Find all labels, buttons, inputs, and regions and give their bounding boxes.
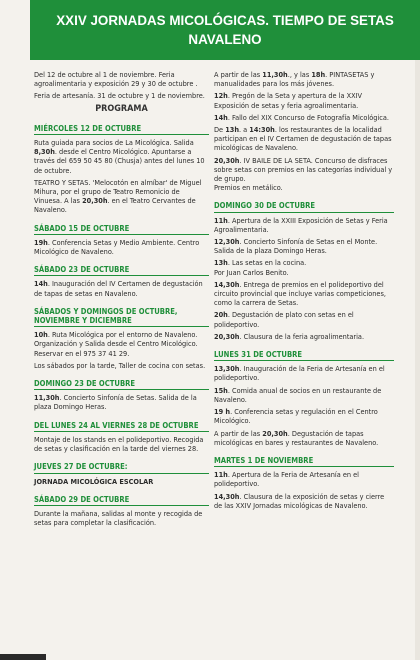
event-text: 20,30h. IV BAILE DE LA SETA. Concurso de disfraces sobre setas con premios en las categorías individual y de grupo. Premios en metálico. [214,155,393,193]
title-line-2: NAVALENO [188,32,262,47]
day-heading: MIÉRCOLES 12 DE OCTUBRE [34,124,209,135]
left-column [34,70,209,530]
program-heading: PROGRAMA [95,103,148,114]
event-text: 12,30h. Concierto Sinfonía de Setas en el Monte. Salida de la plaza Domingo Heras. [214,237,378,256]
page-edge [415,60,420,660]
right-column [214,70,394,513]
event-text: 19h. Conferencia Setas y Medio Ambiente. Centro Micológico de Navaleno. [34,237,200,257]
event-text: 14,30h. Clausura de la exposición de setas y cierre de las XXIV Jornadas micológicas de Navaleno. [214,491,385,510]
event-text: 15h. Comida anual de socios en un restaurante de Navaleno. [214,385,382,404]
title-banner [30,0,420,60]
event-text: 14h. Fallo del XIX Concurso de Fotografía Micológica. [214,112,389,122]
event-text: Los sábados por la tarde, Taller de cocina con setas. [34,360,206,370]
event-text: 19 h. Conferencia setas y regulación en el Centro Micológico. [214,407,378,426]
day-heading: LUNES 31 DE OCTUBRE [214,350,394,361]
day-heading: JUEVES 27 DE OCTUBRE: [34,462,209,473]
event-text: A partir de las 20,30h. Degustación de tapas micológicas en bares y restaurantes de Navaleno. [214,428,379,447]
event-text: 10h. Ruta Micológica por el entorno de Navaleno. Organización y Salida desde el Centro Micológico. Reservar en el 975 37 41 29. [34,330,198,358]
event-text: A partir de las 11,30h., y las 18h. PINTASETAS y manualidades para los más jóvenes. [214,70,375,89]
event-text: 14,30h. Entrega de premios en el polideportivo del circuito provincial que incluye varias competiciones, como la carrera de Setas. [214,279,386,308]
intro-artesania: Feria de artesanía. 31 de octubre y 1 de noviembre. [34,91,205,101]
day-heading: SÁBADO 15 DE OCTUBRE [34,224,209,235]
event-text: 12h. Pregón de la Seta y apertura de la XXIV Exposición de setas y feria agroalimentaria. [214,91,363,110]
title-line-1: XXIV JORNADAS MICOLÓGICAS. TIEMPO DE SETAS [56,13,394,28]
day-heading: DOMINGO 30 DE OCTUBRE [214,201,394,212]
event-text: Durante la mañana, salidas al monte y recogida de setas para completar la clasificación. [34,508,203,528]
day-heading: MARTES 1 DE NOVIEMBRE [214,456,394,467]
event-text: 13h. Las setas en la cocina. Por Juan Carlos Benito. [214,258,307,277]
day-heading: SÁBADOS Y DOMINGOS DE OCTUBRE, NOVIEMBRE Y DICIEMBRE [34,307,209,327]
event-text: 11,30h. Concierto Sinfonía de Setas. Salida de la plaza Domingo Heras. [34,393,197,412]
event-text: Ruta guiada para socios de La Micológica. Salida 8,30h. desde el Centro Micológico. Apuntarse a través del 659 50 45 80 (Chusja) antes del lunes 10 de octubre. [34,138,205,175]
intro-dates: Del 12 de octubre al 1 de noviembre. Feria agroalimentaria y exposición 29 y 30 de octubre . [34,70,198,89]
event-text: Montaje de los stands en el polideportivo. Recogida de setas y clasificación en la tarde del viernes 28. [34,434,204,454]
event-text: De 13h. a 14:30h. los restaurantes de la localidad participan en el IV Certamen de degustación de tapas micológicas de Navaleno. [214,125,392,153]
day-heading: DEL LUNES 24 AL VIERNES 28 DE OCTUBRE [34,421,209,432]
bottom-edge-mark [0,654,46,660]
event-text: 11h. Apertura de la Feria de Artesanía en el polideportivo. [214,470,359,489]
event-text: 20,30h. Clausura de la feria agroalimentaria. [214,331,365,341]
day-heading: DOMINGO 23 DE OCTUBRE [34,379,209,390]
event-text: JORNADA MICOLÓGICA ESCOLAR [34,476,154,486]
event-text: 13,30h. Inauguración de la Feria de Artesanía en el polideportivo. [214,364,385,383]
day-heading: SÁBADO 23 DE OCTUBRE [34,265,209,276]
event-text: 20h. Degustación de plato con setas en el polideportivo. [214,310,354,329]
event-text: TEATRO Y SETAS. 'Melocotón en almíbar' de Miguel Mihura, por el grupo de Teatro Remonicio de Vinuesa. A las 20,30h. en el Teatro Cervantes de Navaleno. [34,177,202,215]
event-text: 11h. Apertura de la XXIII Exposición de Setas y Feria Agroalimentaria. [214,215,388,234]
day-heading: SÁBADO 29 DE OCTUBRE [34,495,209,506]
event-text: 14h. Inauguración del IV Certamen de degustación de tapas de setas en Navaleno. [34,279,203,298]
